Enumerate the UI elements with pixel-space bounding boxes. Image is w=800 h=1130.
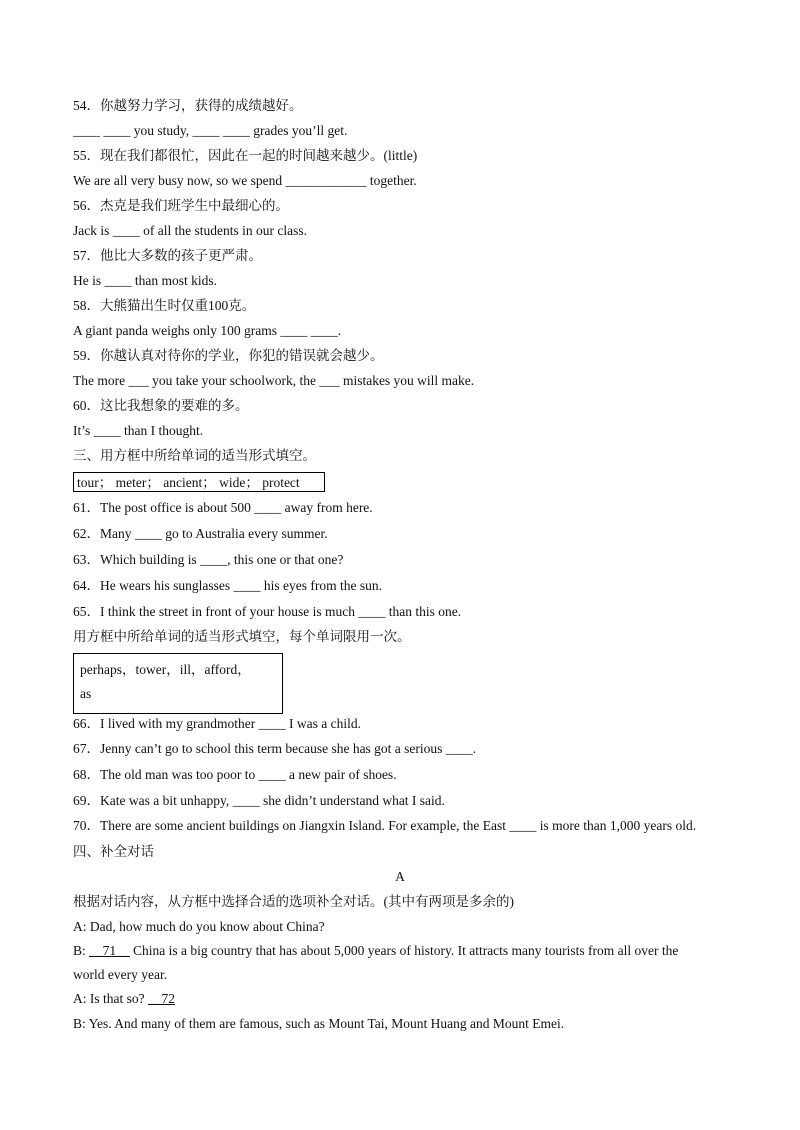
q54-chinese: 54．你越努力学习，获得的成绩越好。 xyxy=(73,98,303,113)
section-3-heading: 三、用方框中所给单词的适当形式填空。 xyxy=(73,448,316,463)
q70: 70．There are some ancient buildings on Jiangxin Island. For example, the East ____ is more than 1,000 years old. xyxy=(73,818,697,833)
q56-chinese: 56．杰克是我们班学生中最细心的。 xyxy=(73,198,289,213)
word-box-2-line-1: perhaps，tower，ill，afford， xyxy=(80,662,251,677)
q54-english: ____ ____ you study, ____ ____ grades you’ll get. xyxy=(73,123,348,138)
dialog-b1-continued: world every year. xyxy=(73,967,168,982)
q59-chinese: 59．你越认真对待你的学业，你犯的错误就会越少。 xyxy=(73,348,384,363)
dialog-b1-text: China is a big country that has about 5,000 years of history. It attracts many tourists from all over the xyxy=(129,943,679,958)
dialog-b1-speaker: B: xyxy=(73,943,90,958)
q61: 61．The post office is about 500 ____ away from here. xyxy=(73,500,373,515)
word-box-2-line-2: as xyxy=(80,686,92,701)
q68: 68．The old man was too poor to ____ a new pair of shoes. xyxy=(73,767,397,782)
q69: 69．Kate was a bit unhappy, ____ she didn’t understand what I said. xyxy=(73,793,445,808)
dialog-a2 xyxy=(73,990,175,1008)
q56-english: Jack is ____ of all the students in our class. xyxy=(73,223,307,238)
q55-chinese: 55．现在我们都很忙，因此在一起的时间越来越少。(little) xyxy=(73,148,418,163)
q67: 67．Jenny can’t go to school this term because she has got a serious ____. xyxy=(73,741,477,756)
q55-english: We are all very busy now, so we spend ____________ together. xyxy=(73,173,417,188)
section-4-heading: 四、补全对话 xyxy=(73,844,154,859)
q62: 62．Many ____ go to Australia every summer. xyxy=(73,526,328,541)
q57-english: He is ____ than most kids. xyxy=(73,273,217,288)
q65: 65．I think the street in front of your house is much ____ than this one. xyxy=(73,604,462,619)
dialog-b2: B: Yes. And many of them are famous, such as Mount Tai, Mount Huang and Mount Emei. xyxy=(73,1016,565,1031)
q60-chinese: 60．这比我想象的要难的多。 xyxy=(73,398,249,413)
blank-71: __71__ xyxy=(89,943,130,958)
dialog-b1 xyxy=(73,942,678,960)
blank-72: __72 xyxy=(148,991,175,1006)
q59-english: The more ___ you take your schoolwork, the ___ mistakes you will make. xyxy=(73,373,475,388)
q64: 64．He wears his sunglasses ____ his eyes from the sun. xyxy=(73,578,382,593)
dialog-a2-text: A: Is that so? xyxy=(73,991,148,1006)
q63: 63．Which building is ____, this one or that one? xyxy=(73,552,344,567)
q60-english: It’s ____ than I thought. xyxy=(73,423,204,438)
word-box-2-instruction: 用方框中所给单词的适当形式填空，每个单词限用一次。 xyxy=(73,629,411,644)
q58-chinese: 58．大熊猫出生时仅重100克。 xyxy=(73,298,256,313)
q66: 66．I lived with my grandmother ____ I was a child. xyxy=(73,716,361,731)
word-box-1: tour； meter； ancient； wide； protect xyxy=(73,472,325,492)
section-letter: A xyxy=(395,869,405,884)
dialog-a1: A: Dad, how much do you know about China? xyxy=(73,919,325,934)
word-box-2 xyxy=(73,653,283,714)
dialog-instruction: 根据对话内容，从方框中选择合适的选项补全对话。(其中有两项是多余的) xyxy=(73,894,514,909)
q57-chinese: 57．他比大多数的孩子更严肃。 xyxy=(73,248,262,263)
q58-english: A giant panda weighs only 100 grams ____ ____. xyxy=(73,323,342,338)
